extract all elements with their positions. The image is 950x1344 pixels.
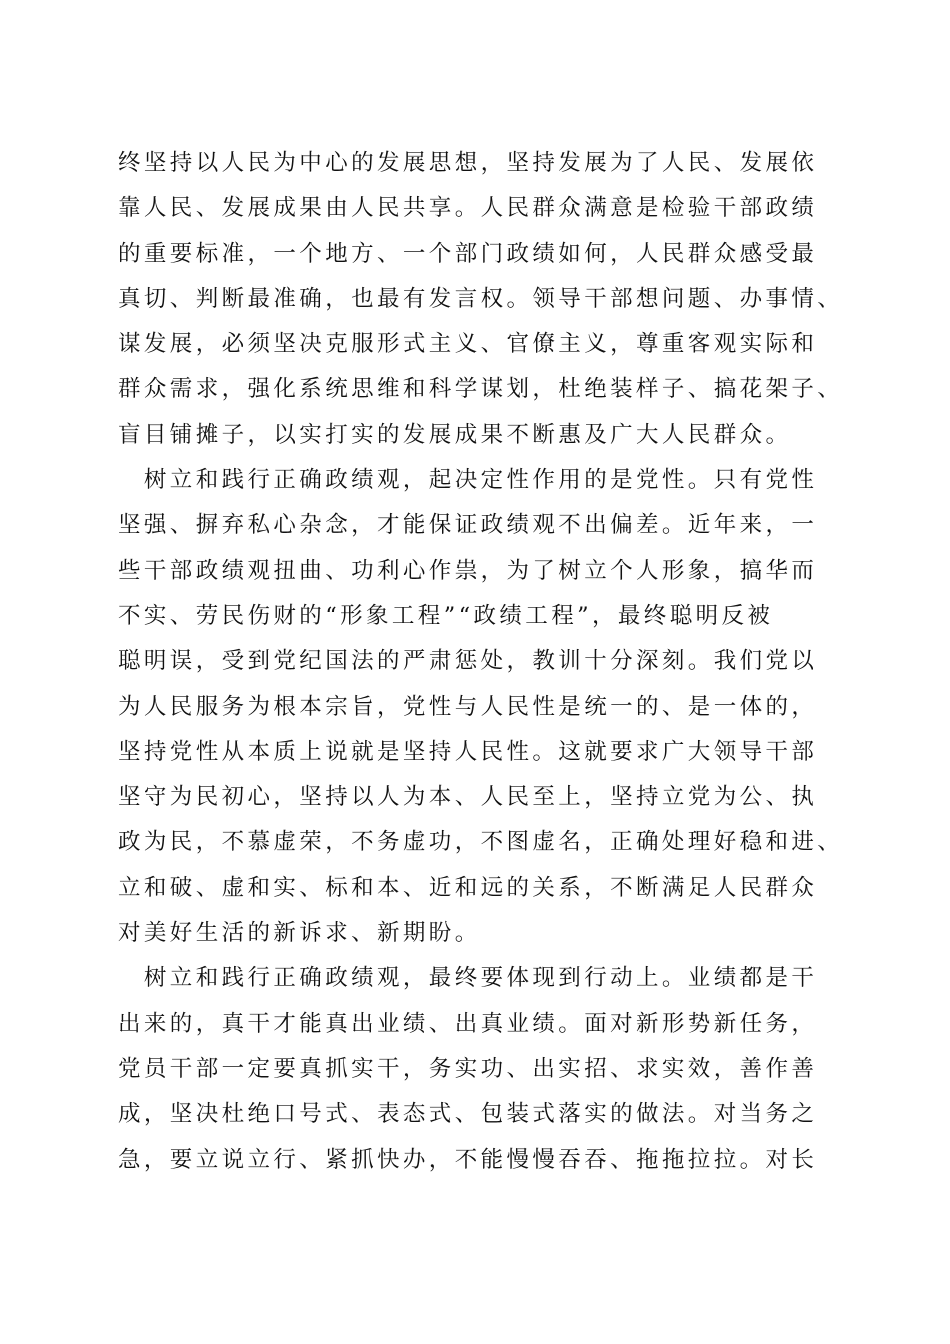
text-line: 坚守为民初心，坚持以人为本、人民至上，坚持立党为公、执	[118, 784, 818, 811]
body-text	[118, 141, 844, 1183]
text-line: 成，坚决杜绝口号式、表态式、包装式落实的做法。对当务之	[118, 1101, 818, 1128]
text-line: 些干部政绩观扭曲、功利心作祟，为了树立个人形象，搞华而	[118, 557, 818, 584]
text-line: 谋发展，必须坚决克服形式主义、官僚主义，尊重客观实际和	[118, 331, 818, 358]
text-line: 对美好生活的新诉求、新期盼。	[118, 920, 481, 947]
text-line: 真切、判断最准确，也最有发言权。领导干部想问题、办事情、	[118, 285, 844, 312]
text-line: 树立和践行正确政绩观，最终要体现到行动上。业绩都是干	[118, 965, 818, 992]
text-line: 不实、劳民伤财的“形象工程”“政绩工程”，最终聪明反被	[118, 602, 774, 629]
text-line: 为人民服务为根本宗旨，党性与人民性是统一的、是一体的，	[118, 693, 818, 720]
text-line: 党员干部一定要真抓实干，务实功、出实招、求实效，善作善	[118, 1055, 818, 1082]
text-line: 靠人民、发展成果由人民共享。人民群众满意是检验干部政绩	[118, 195, 818, 222]
text-line: 终坚持以人民为中心的发展思想，坚持发展为了人民、发展依	[118, 150, 818, 176]
text-line: 坚强、摒弃私心杂念，才能保证政绩观不出偏差。近年来，一	[118, 512, 818, 539]
text-line: 群众需求，强化系统思维和科学谋划，杜绝装样子、搞花架子、	[118, 376, 844, 403]
text-line: 聪明误，受到党纪国法的严肃惩处，教训十分深刻。我们党以	[118, 648, 818, 675]
text-line: 出来的，真干才能真出业绩、出真业绩。面对新形势新任务，	[118, 1010, 818, 1037]
text-line: 政为民，不慕虚荣，不务虚功，不图虚名，正确处理好稳和进、	[118, 829, 844, 856]
text-line: 急，要立说立行、紧抓快办，不能慢慢吞吞、拖拖拉拉。对长	[118, 1146, 818, 1173]
text-line: 立和破、虚和实、标和本、近和远的关系，不断满足人民群众	[118, 874, 818, 901]
text-line: 盲目铺摊子，以实打实的发展成果不断惠及广大人民群众。	[118, 421, 792, 448]
text-line: 树立和践行正确政绩观，起决定性作用的是党性。只有党性	[118, 467, 818, 494]
text-line: 的重要标准，一个地方、一个部门政绩如何，人民群众感受最	[118, 240, 818, 267]
text-line: 坚持党性从本质上说就是坚持人民性。这就要求广大领导干部	[118, 738, 818, 765]
